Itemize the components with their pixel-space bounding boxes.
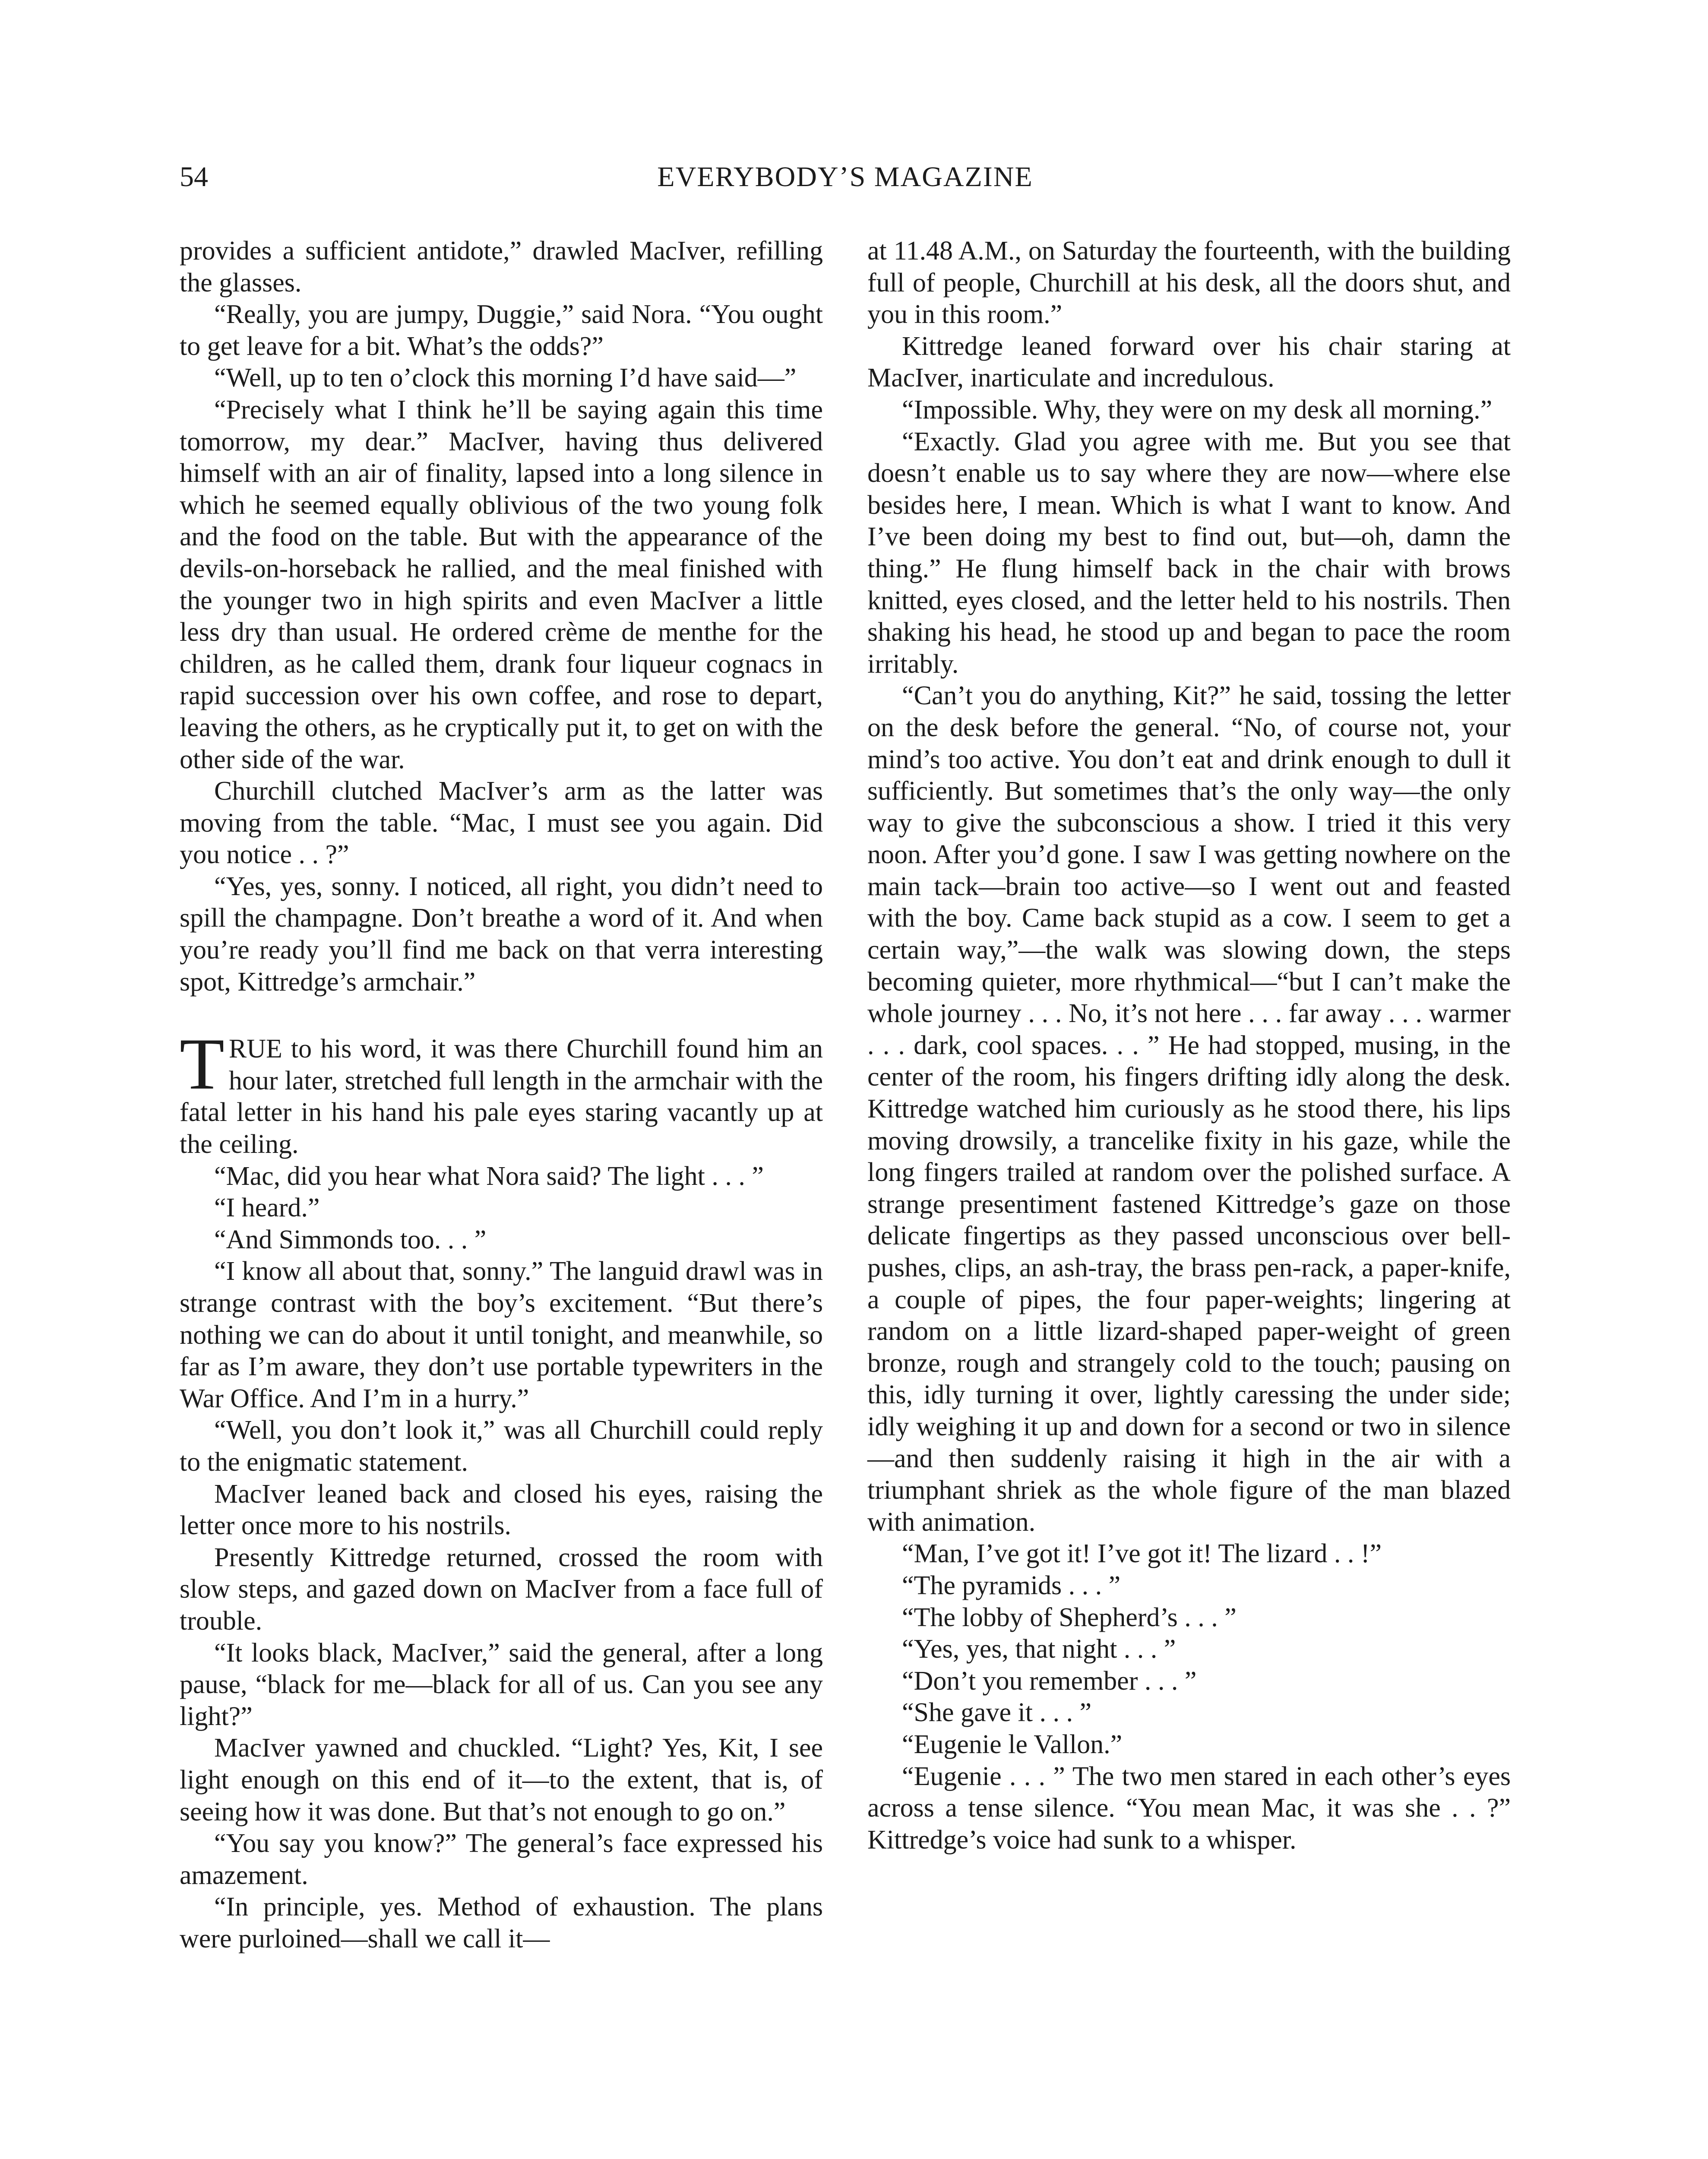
paragraph: “Don’t you remember . . . ”: [902, 1666, 1197, 1696]
paragraph: at 11.48 A.M., on Saturday the fourteenth, with the building full of people, Churchill at his desk, all the doors shut, and you in this room.”: [867, 236, 1511, 329]
paragraph: “Yes, yes, that night . . . ”: [902, 1634, 1176, 1664]
page-header: [180, 155, 1511, 199]
paragraph: “It looks black, MacIver,” said the general, after a long pause, “black for me—black for all of us. Can you see any light?”: [180, 1638, 823, 1731]
paragraph: “Really, you are jumpy, Duggie,” said Nora. “You ought to get leave for a bit. What’s the odds?”: [180, 300, 823, 361]
paragraph: “Well, up to ten o’clock this morning I’d have said—”: [214, 363, 797, 393]
paragraph: “I heard.”: [214, 1193, 320, 1223]
paragraph: “Can’t you do anything, Kit?” he said, tossing the letter on the desk before the general. “No, of course not, your mind’s too active. You don’t eat and drink enough to dull it sufficiently. But sometimes that’s the only way—the only way to give the subconscious a show. I tried it this very noon. After you’d gone. I saw I was getting nowhere on the main tack—brain too active—so I went out and feasted with the boy. Came back stupid as a cow. I seem to get a certain way,”—the walk was slowing down, the steps becoming quieter, more rhythmical—“but I can’t make the whole journey . . . No, it’s not here . . . far away . . . warmer . . . dark, cool spaces. . . ” He had stopped, musing, in the center of the room, his fingers drifting idly along the desk. Kittredge watched him curiously as he stood there, his lips moving drowsily, a trancelike fixity in his gaze, while the long fingers trailed at random over the polished surface. A strange presentiment fastened Kittredge’s gaze on those delicate fingertips as they passed unconscious over bell-pushes, clips, an ash-tray, the brass pen-rack, a paper-knife, a couple of pipes, the four paper-weights; lingering at random on a little lizard-shaped paper-weight of green bronze, rough and strangely cold to the touch; pausing on this, idly turning it over, lightly caressing the under side; idly weighing it up and down for a second or two in silence—and then suddenly raising it high in the air with a triumphant shriek as the whole figure of the man blazed with animation.: [867, 681, 1511, 1537]
paragraph: MacIver yawned and chuckled. “Light? Yes, Kit, I see light enough on this end of it—to the extent, that is, of seeing how it was done. But that’s not enough to go on.”: [180, 1733, 823, 1827]
paragraph: “Eugenie le Vallon.”: [902, 1729, 1123, 1759]
paragraph: “Eugenie . . . ” The two men stared in each other’s eyes across a tense silence. “You mean Mac, it was she . . ?” Kittredge’s voice had sunk to a whisper.: [867, 1761, 1511, 1855]
drop-cap: T: [180, 1023, 225, 1105]
paragraph: Churchill clutched MacIver’s arm as the latter was moving from the table. “Mac, I must see you again. Did you notice . . ?”: [180, 776, 823, 870]
paragraph: “Well, you don’t look it,” was all Churchill could reply to the enigmatic statement.: [180, 1415, 823, 1477]
paragraph: Kittredge leaned forward over his chair staring at MacIver, inarticulate and incredulous.: [867, 331, 1511, 393]
section-opening-paragraph: [180, 1023, 823, 1160]
running-head: EVERYBODY’S MAGAZINE: [657, 161, 1033, 193]
paragraph: “Exactly. Glad you agree with me. But you see that doesn’t enable us to say where they are now—where else besides here, I mean. Which is what I want to know. And I’ve been doing my best to find out, but—oh, damn the thing.” He flung himself back in the chair with brows knitted, eyes closed, and the letter held to his nostrils. Then shaking his head, he stood up and began to pace the room irritably.: [867, 427, 1511, 679]
paragraph: “Precisely what I think he’ll be saying again this time tomorrow, my dear.” MacIver, having thus delivered himself with an air of finality, lapsed into a long silence in which he seemed equally oblivious of the two young folk and the food on the table. But with the appearance of the devils-on-horseback he rallied, and the meal finished with the younger two in high spirits and even MacIver a little less dry than usual. He ordered crème de menthe for the children, as he called them, drank four liqueur cognacs in rapid succession over his own coffee, and rose to depart, leaving the others, as he cryptically put it, to get on with the other side of the war.: [180, 395, 823, 774]
paragraph: “In principle, yes. Method of exhaustion. The plans were purloined—shall we call it—: [180, 1892, 823, 1953]
paragraph: MacIver leaned back and closed his eyes, raising the letter once more to his nostrils.: [180, 1479, 823, 1541]
paragraph: “She gave it . . . ”: [902, 1698, 1092, 1728]
page-number: 54: [180, 161, 208, 193]
paragraph: “I know all about that, sonny.” The languid drawl was in strange contrast with the boy’s excitement. “But there’s nothing we can do about it until tonight, and meanwhile, so far as I’m aware, they don’t use portable typewriters in the War Office. And I’m in a hurry.”: [180, 1257, 823, 1413]
paragraph: “The lobby of Shepherd’s . . . ”: [902, 1602, 1237, 1632]
paragraph: “Man, I’ve got it! I’ve got it! The lizard . . !”: [902, 1539, 1382, 1569]
paragraph: “Mac, did you hear what Nora said? The light . . . ”: [214, 1161, 764, 1191]
paragraph: “And Simmonds too. . . ”: [214, 1225, 487, 1254]
section-opening-text: RUE to his word, it was there Churchill found him an hour later, stretched full length in the armchair with the fatal letter in his hand his pale eyes staring vacantly up at the ceiling.: [180, 1034, 823, 1159]
paragraph: provides a sufficient antidote,” drawled MacIver, refilling the glasses.: [180, 236, 823, 298]
left-column: [180, 235, 823, 1955]
paragraph: “The pyramids . . . ”: [902, 1570, 1121, 1600]
paragraph: “Yes, yes, sonny. I noticed, all right, you didn’t need to spill the champagne. Don’t breathe a word of it. And when you’re ready you’ll find me back on that verra interesting spot, Kittredge’s armchair.”: [180, 871, 823, 997]
paragraph: “You say you know?” The general’s face expressed his amazement.: [180, 1829, 823, 1890]
paragraph: “Impossible. Why, they were on my desk all morning.”: [902, 395, 1493, 424]
paragraph: Presently Kittredge returned, crossed the room with slow steps, and gazed down on MacIver from a face full of trouble.: [180, 1542, 823, 1636]
right-column: [867, 235, 1511, 1856]
